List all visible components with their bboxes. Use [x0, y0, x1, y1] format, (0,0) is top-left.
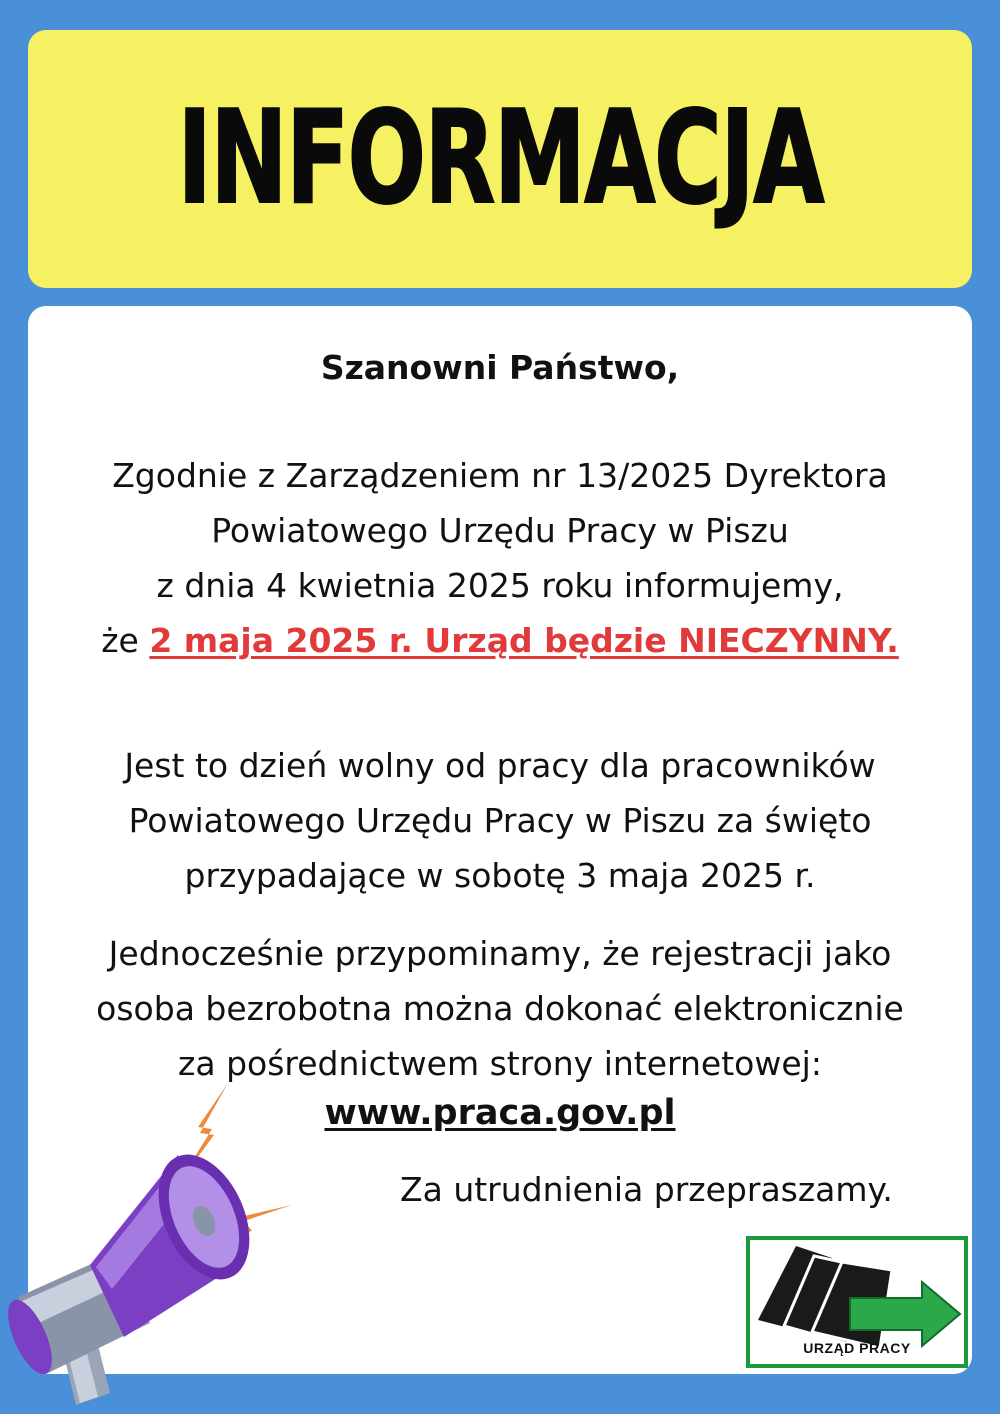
- apology-text: Za utrudnienia przepraszamy.: [400, 1170, 893, 1209]
- reminder-line-2: osoba bezrobotna można dokonać elektronicznie: [96, 989, 904, 1028]
- announcement-line-3: z dnia 4 kwietnia 2025 roku informujemy,: [156, 566, 844, 605]
- logo-label: URZĄD PRACY: [803, 1340, 911, 1356]
- megaphone-icon: [0, 1075, 320, 1414]
- announcement-line-2: Powiatowego Urzędu Pracy w Piszu: [211, 511, 789, 550]
- reason-line-2: Powiatowego Urzędu Pracy w Piszu za święto: [128, 801, 872, 840]
- announcement-line-4: [28, 613, 972, 668]
- reminder-paragraph: [28, 926, 972, 1091]
- announcement-prefix: że: [101, 621, 150, 660]
- reminder-line-1: Jednocześnie przypominamy, że rejestracji jako: [108, 934, 892, 973]
- website-link[interactable]: www.praca.gov.pl: [324, 1093, 676, 1133]
- announcement-line-1: Zgodnie z Zarządzeniem nr 13/2025 Dyrektora: [112, 456, 888, 495]
- header-banner: [28, 30, 972, 288]
- greeting: Szanowni Państwo,: [320, 348, 680, 387]
- reason-paragraph: [28, 738, 972, 903]
- reason-line-1: Jest to dzień wolny od pracy dla pracowników: [124, 746, 876, 785]
- reason-line-3: przypadające w sobotę 3 maja 2025 r.: [184, 856, 816, 895]
- urzad-pracy-logo: [746, 1236, 968, 1368]
- announcement-paragraph: [28, 448, 972, 668]
- closure-notice: 2 maja 2025 r. Urząd będzie NIECZYNNY.: [149, 621, 899, 660]
- reminder-line-3: za pośrednictwem strony internetowej:: [178, 1044, 822, 1083]
- page-title: INFORMACJA: [177, 84, 823, 233]
